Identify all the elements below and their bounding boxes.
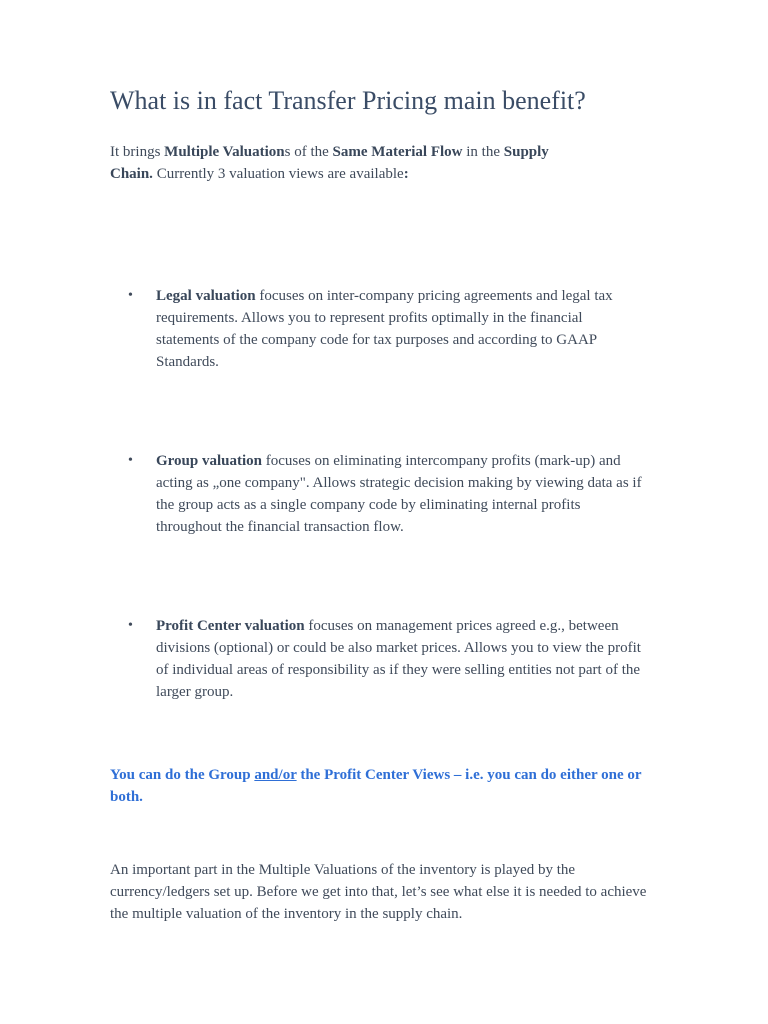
outro-paragraph: An important part in the Multiple Valuations of the inventory is played by the currency/ledgers set up. Before we get into that, let’s see what else it is needed to achieve the multiple valuation of the inventory in the supply chain. — [110, 862, 647, 922]
bullet-body: focuses on eliminating intercompany profits (mark-up) and acting as „one company". Allows strategic decision making by viewing data as if the group acts as a single company code by eliminating internal profits throughout the financial transaction flow. — [156, 453, 642, 535]
bullet-marker: • — [128, 618, 133, 633]
document-title: What is in fact Transfer Pricing main benefit? — [110, 86, 586, 115]
bullet-text — [156, 285, 648, 373]
highlight-underlined: and/or — [254, 767, 297, 783]
bullet-heading: Profit Center valuation — [156, 618, 305, 634]
bullet-legal-valuation — [128, 285, 648, 373]
bullet-text — [156, 450, 648, 538]
bullet-body: focuses on inter-company pricing agreements and legal tax requirements. Allows you to represent profits optimally in the financial statements of the company code for tax purposes and according to GAAP Standards. — [156, 288, 613, 370]
bullet-heading: Legal valuation — [156, 288, 256, 304]
bullet-marker: • — [128, 288, 133, 303]
intro-text-1: It brings — [110, 144, 165, 160]
intro-bold-supply-chain: Supply Chain. — [110, 144, 549, 182]
bullet-body: focuses on management prices agreed e.g., between divisions (optional) or could be also market prices. Allows you to view the profit of individual areas of responsibility as if they were selling entities not part of the larger group. — [156, 618, 641, 700]
intro-text-2: s of the — [284, 144, 333, 160]
highlight-pre: You can do the Group — [110, 767, 255, 783]
bullet-marker: • — [128, 453, 133, 468]
bullet-text — [156, 615, 648, 703]
highlight-note — [110, 764, 670, 808]
intro-text-3: in the — [462, 144, 504, 160]
intro-bold-multiple-valuations: Multiple Valuation — [164, 144, 285, 160]
bullet-profit-center-valuation — [128, 615, 648, 703]
bullet-heading: Group valuation — [156, 453, 263, 469]
intro-bold-colon: : — [403, 166, 409, 182]
intro-text-4: Currently 3 valuation views are available — [152, 166, 404, 182]
intro-bold-same-material-flow: Same Material Flow — [332, 144, 463, 160]
intro-paragraph — [110, 141, 580, 185]
bullet-group-valuation — [128, 450, 648, 538]
highlight-post: the Profit Center Views – i.e. you can do either one or both. — [110, 767, 642, 805]
